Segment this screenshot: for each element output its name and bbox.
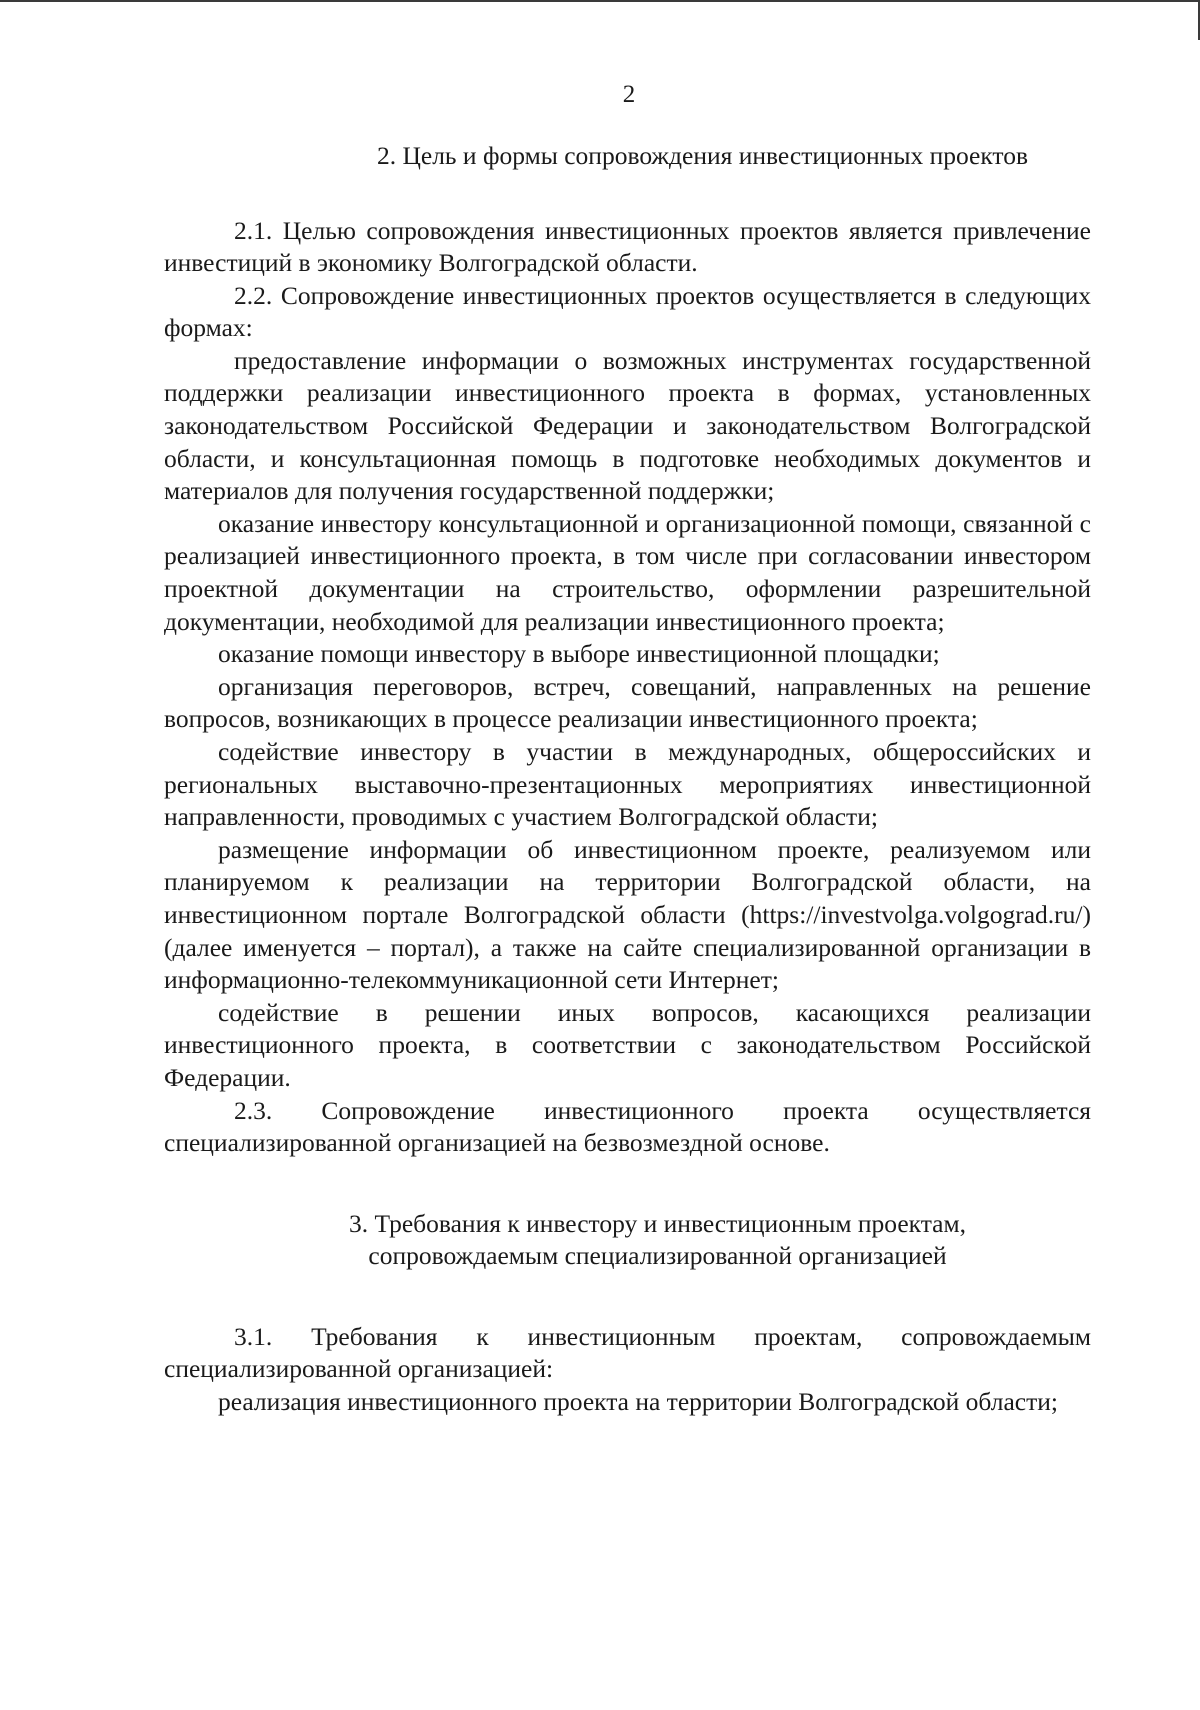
paragraph-2-3: 2.3. Сопровождение инвестиционного проекта осуществляется специализированной организацией на безвозмездной основе.: [164, 1095, 1091, 1158]
section-3-heading-line-1: 3. Требования к инвестору и инвестиционным проектам,: [349, 1208, 966, 1238]
document-body: [164, 140, 1091, 1419]
page-top-border: [0, 0, 1200, 2]
paragraph-3-1: 3.1. Требования к инвестиционным проектам, сопровождаемым специализированной организацией:: [164, 1321, 1091, 1384]
list-item-consulting-help: оказание инвестору консультационной и организационной помощи, связанной с реализацией инвестиционного проекта, в том числе при согласовании инвестором проектной документации на строительство, оформлении разрешительной документации, необходимой для реализации инвестиционного проекта;: [164, 508, 1091, 636]
list-item-site-selection: оказание помощи инвестору в выборе инвестиционной площадки;: [218, 639, 940, 669]
list-item-portal-publication: размещение информации об инвестиционном проекте, реализуемом или планируемом к реализации на территории Волгоградской области, на инвестиционном портале Волгоградской области (https://investvolga.volgograd.ru/) (далее именуется – портал), а также на сайте специализированной организации в информационно-телекоммуникационной сети Интернет;: [164, 834, 1091, 995]
section-3-heading: [164, 1208, 1091, 1273]
paragraph-2-2: 2.2. Сопровождение инвестиционных проектов осуществляется в следующих формах:: [164, 280, 1091, 343]
list-item-state-support-info: предоставление информации о возможных инструментах государственной поддержки реализации инвестиционного проекта в формах, установленных законодательством Российской Федерации и законодательством Волгоградской области, и консультационная помощь в подготовке необходимых документов и материалов для получения государственной поддержки;: [164, 345, 1091, 506]
section-2-heading: 2. Цель и формы сопровождения инвестиционных проектов: [376, 141, 1029, 170]
page-number: 2: [622, 81, 636, 108]
list-item-negotiations: организация переговоров, встреч, совещаний, направленных на решение вопросов, возникающих в процессе реализации инвестиционного проекта;: [164, 671, 1091, 734]
list-item-volgograd-territory: реализация инвестиционного проекта на территории Волгоградской области;: [218, 1386, 1058, 1416]
paragraph-2-1: 2.1. Целью сопровождения инвестиционных проектов является привлечение инвестиций в экономику Волгоградской области.: [164, 215, 1091, 278]
list-item-other-issues: содействие в решении иных вопросов, касающихся реализации инвестиционного проекта, в соответствии с законодательством Российской Федерации.: [164, 997, 1091, 1092]
list-item-exhibitions: содействие инвестору в участии в международных, общероссийских и региональных выставочно-презентационных мероприятиях инвестиционной направленности, проводимых с участием Волгоградской области;: [164, 737, 1091, 832]
section-3-heading-line-2: сопровождаемым специализированной организацией: [368, 1241, 947, 1271]
